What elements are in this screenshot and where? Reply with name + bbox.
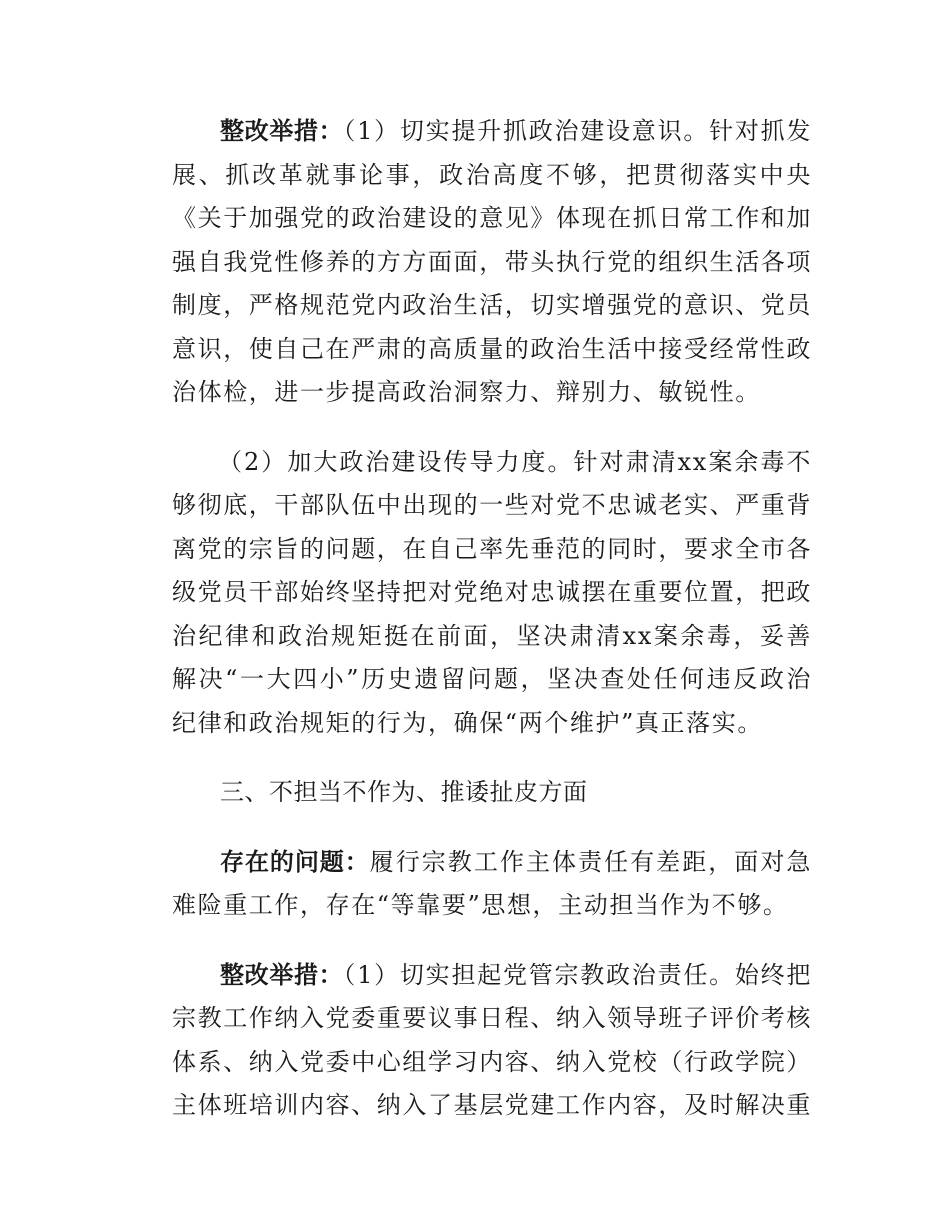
paragraph-text: 履行宗教工作主体责任有差距，面对急难险重工作，存在“等靠要”思想，主动担当作为不够。 <box>172 847 812 919</box>
paragraph-text: （1）切实提升抓政治建设意识。针对抓发展、抓改革就事论事，政治高度不够，把贯彻落实中央《关于加强党的政治建设的意见》体现在抓日常工作和加强自我党性修养的方方面面，带头执行党的组织生活各项制度，严格规范党内政治生活，切实增强党的意识、党员意识，使自己在严肃的高质量的政治生活中接受经常性政治体检，进一步提高政治洞察力、辩别力、敏锐性。 <box>172 117 813 406</box>
section-heading: 三、不担当不作为、推诿扯皮方面 <box>220 778 588 806</box>
paragraph-lead-label: 整改举措： <box>220 117 344 145</box>
paragraph-lead-label: 整改举措： <box>220 960 344 989</box>
paragraph-lead-label: 存在的问题： <box>220 847 370 876</box>
paragraph-text: （2）加大政治建设传导力度。针对肃清xx案余毒不够彻底，干部队伍中出现的一些对党不忠诚老实、严重背离党的宗旨的问题，在自己率先垂范的同时，要求全市各级党员干部始终坚持把对党绝对忠诚摆在重要位置，把政治纪律和政治规矩挺在前面，坚决肃清xx案余毒，妥善解决“一大四小”历史遗留问题，坚决查处任何违反政治纪律和政治规矩的行为，确保“两个维护”真正落实。 <box>172 447 812 737</box>
paragraph-rectification-measures-3 <box>172 954 812 1128</box>
paragraph-rectification-measures-1 <box>172 110 812 415</box>
paragraph-text: （1）切实担起党管宗教政治责任。始终把宗教工作纳入党委重要议事日程、纳入领导班子评价考核体系、纳入党委中心组学习内容、纳入党校（行政学院）主体班培训内容、纳入了基层党建工作内容，及时解决重 <box>172 960 813 1119</box>
paragraph-existing-problems <box>172 841 812 928</box>
document-body <box>172 110 812 1154</box>
paragraph-rectification-measures-2 <box>172 441 812 746</box>
